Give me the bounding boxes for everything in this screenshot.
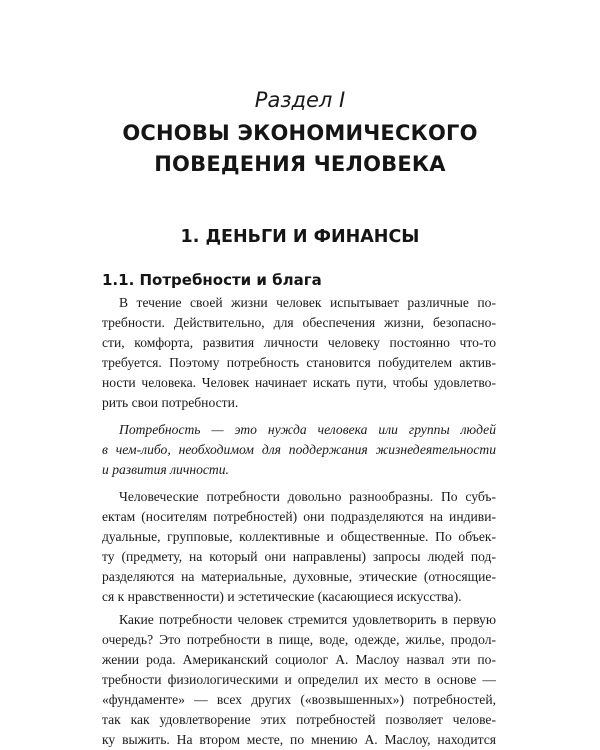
part-label: Раздел I — [254, 88, 346, 112]
section-title: 1.1. Потребности и блага — [102, 271, 322, 289]
definition-line: и развития личности. — [102, 462, 229, 477]
definition-line: в чем-либо, необходимом для поддержания жизнедеятельности — [102, 442, 496, 457]
text-line: очередь? Это потребности в пище, воде, одежде, жилье, продол- — [102, 632, 496, 647]
text-line: ся к нравственности) и эстетические (касающиеся искусства). — [102, 589, 462, 604]
part-title-line: ПОВЕДЕНИЯ ЧЕЛОВЕКА — [154, 152, 446, 176]
text-line: жении рода. Американский социолог А. Маслоу назвал эти по- — [102, 652, 496, 667]
text-line: требуется. Поэтому потребность становится побудителем актив- — [102, 355, 496, 370]
part-title — [0, 118, 600, 180]
text-line: разделяются на материальные, духовные, этические (относящие- — [102, 569, 496, 584]
text-line: рить свои потребности. — [102, 395, 239, 410]
text-line: Какие потребности человек стремится удовлетворить в первую — [119, 612, 496, 627]
text-line: требности физиологическими и определил их место в основе — — [102, 672, 496, 687]
text-line: дуальные, групповые, коллективные и общественные. По объек- — [102, 529, 496, 544]
text-line: «фундаменте» — всех других («возвышенных») потребностей, — [102, 692, 496, 707]
text-line: ту (предмету, на который они направлены) запросы людей под- — [102, 549, 496, 564]
text-line: ектам (носителям потребностей) они подразделяются на индиви- — [102, 509, 496, 524]
part-title-line: ОСНОВЫ ЭКОНОМИЧЕСКОГО — [122, 121, 478, 145]
chapter-title: 1. ДЕНЬГИ И ФИНАНСЫ — [180, 227, 420, 247]
text-line: ности человека. Человек начинает искать пути, чтобы удовлетво- — [102, 375, 496, 390]
text-line: так как удовлетворение этих потребностей позволяет челове- — [102, 712, 496, 727]
definition-line: Потребность — это нужда человека или группы людей — [119, 422, 496, 437]
text-line: ку выжить. На втором месте, по мнению А. Маслоу, находится — [102, 732, 496, 747]
text-line: Человеческие потребности довольно разнообразны. По субъ- — [119, 489, 496, 504]
text-line: сти, комфорта, развития личности человеку постоянно что-то — [102, 335, 496, 350]
text-line: требности. Действительно, для обеспечения жизни, безопасно- — [102, 315, 496, 330]
text-line: В течение своей жизни человек испытывает различные по- — [119, 295, 496, 310]
